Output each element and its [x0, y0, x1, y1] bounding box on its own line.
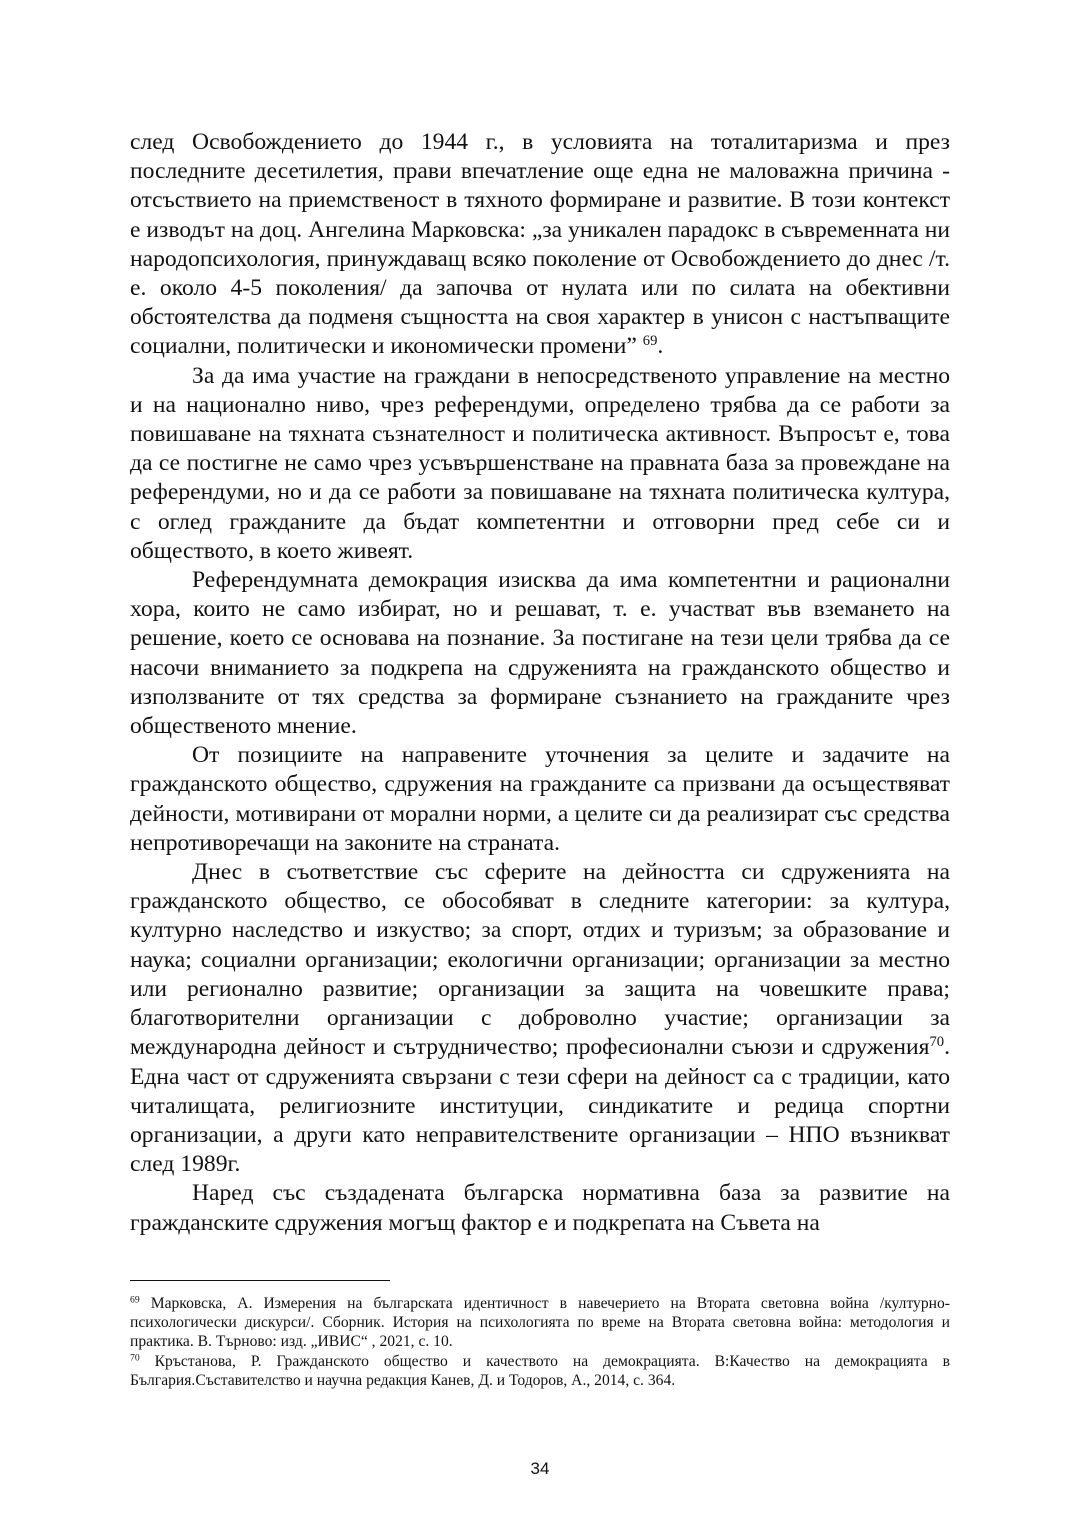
- footnote-number: 70: [130, 1352, 140, 1364]
- footnote-70: [130, 1352, 950, 1390]
- footnote-number: 69: [130, 1294, 140, 1306]
- footnote-69: [130, 1294, 950, 1352]
- paragraph-2: За да има участие на граждани в непосредственото управление на местно и на национално ниво, чрез референдуми, определено трябва да се работи за повишаване на тяхната съзнателност и политическа активност. Въпросът е, това да се постигне не само чрез усъвършенстване на правната база за провеждане на референдуми, но и да се работи за повишаване на тяхната политическа култура, с оглед гражданите да бъдат компетентни и отговорни пред себе си и обществото, в което живеят.: [130, 362, 950, 564]
- footnote-text: Кръстанова, Р. Гражданското общество и качеството на демокрацията. В:Качество на демокрацията в България.Съставителство и научна редакция Канев, Д. и Тодоров, А., 2014, с. 364.: [130, 1352, 950, 1389]
- body-text: [130, 128, 950, 1238]
- paragraph-6: Наред със създадената българска нормативна база за развитие на гражданските сдружения могъщ фактор е и подкрепата на Съвета на: [130, 1180, 950, 1236]
- paragraph-1-end: .: [657, 333, 664, 360]
- paragraph-3: Референдумната демокрация изисква да има компетентни и рационални хора, които не само избират, но и решават, т. е. участват във вземането на решение, което се основава на познание. За постигане на тези цели трябва да се насочи вниманието за подкрепа на сдруженията на гражданското общество и използваните от тях средства за формиране съзнанието на гражданите чрез общественото мнение.: [130, 567, 950, 740]
- paragraph-5: [130, 858, 950, 1179]
- page-number: 34: [530, 1459, 550, 1478]
- paragraph-1: [130, 128, 950, 362]
- paragraph-1-text: след Освобождението до 1944 г., в условията на тоталитаризма и през последните десетилетия, прави впечатление още една не маловажна причина - отсъствието на приемственост в тяхното формиране и развитие. В този контекст е изводът на доц. Ангелина Марковска: „за уникален парадокс в съвременната ни народопсихология, принуждаващ всяко поколение от Освобождението до днес /т. е. около 4-5 поколения/ да започва от нулата или по силата на обективни обстоятелства да подменя същността на своя характер в унисон с настъпващите социални, политически и икономически промени”: [130, 129, 950, 360]
- paragraph-4: От позициите на направените уточнения за целите и задачите на гражданското общество, сдружения на гражданите са призвани да осъществяват дейности, мотивирани от морални норми, а целите си да реализират със средства непротиворечащи на законите на страната.: [130, 742, 950, 856]
- paragraph-5-continuation: . Една част от сдруженията свързани с тези сфери на дейност са с традиции, като читалищата, религиозните институции, синдикатите и редица спортни организации, а други като неправителствените организации – НПО възникват след 1989г.: [130, 1034, 950, 1178]
- footnote-ref-70[interactable]: 70: [929, 1034, 945, 1051]
- paragraph-5-text: Днес в съответствие със сферите на дейността си сдруженията на гражданското общество, се обособяват в следните категории: за култура, културно наследство и изкуство; за спорт, отдих и туризъм; за образование и наука; социални организации; екологични организации; организации за местно или регионално развитие; организации за защита на човешките права; благотворителни организации с доброволно участие; организации за международна дейност и сътрудничество; професионални съюзи и сдружения: [130, 859, 950, 1061]
- footnote-text: Марковска, А. Измерения на българската идентичност в навечерието на Втората световна война /културно-психологически дискурси/. Сборник. История на психологията по време на Втората световна война: методология и практика. В. Търново: изд. „ИВИС“ , 2021, с. 10.: [130, 1295, 950, 1351]
- footnote-ref-69[interactable]: 69: [642, 333, 658, 350]
- footnote-separator: [130, 1280, 390, 1281]
- footnotes: [130, 1294, 950, 1390]
